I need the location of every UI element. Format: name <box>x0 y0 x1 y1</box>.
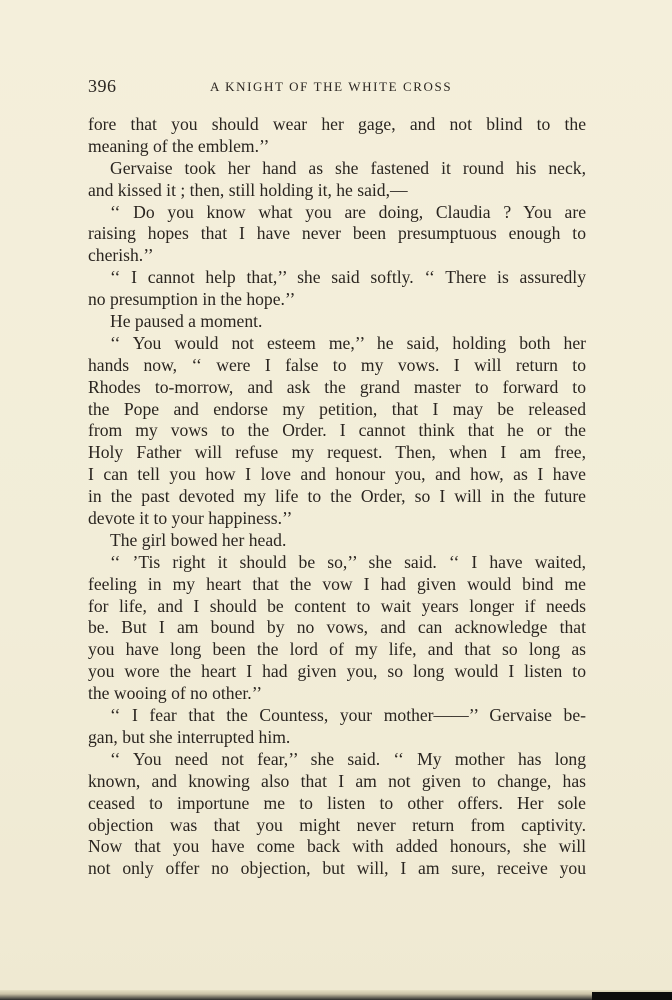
text-line-17: I can tell you how I love and honour you, and how, as I have <box>88 464 586 485</box>
text-line-22: feeling in my heart that the vow I had given would bind me <box>88 573 586 594</box>
text-line-35: not only offer no objection, but will, I am sure, receive you <box>88 858 586 879</box>
text-line-18: in the past devoted my life to the Order, so I will in the future <box>88 486 586 507</box>
text-line-8: ‘‘ I cannot help that,’’ she said softly. ‘‘ There is assuredly <box>110 267 586 288</box>
text-line-34: Now that you have come back with added honours, she will <box>88 836 586 857</box>
running-title: A KNIGHT OF THE WHITE CROSS <box>210 79 453 94</box>
scan-bottom-edge <box>0 990 672 1000</box>
text-line-2: meaning of the emblem.’’ <box>88 135 270 156</box>
text-line-11: ‘‘ You would not esteem me,’’ he said, holding both her <box>110 332 586 353</box>
text-line-1: fore that you should wear her gage, and not blind to the <box>88 114 586 134</box>
text-line-19: devote it to your happiness.’’ <box>88 508 293 529</box>
text-line-32: ceased to importune me to listen to other offers. Her sole <box>88 792 586 813</box>
text-line-24: be. But I am bound by no vows, and can acknowledge that <box>88 617 586 638</box>
body-text <box>88 114 586 880</box>
text-line-25: you have long been the lord of my life, and that so long as <box>88 639 586 660</box>
text-line-21: ‘‘ ’Tis right it should be so,’’ she said. ‘‘ I have waited, <box>110 551 586 572</box>
text-line-9: no presumption in the hope.’’ <box>88 289 296 310</box>
text-line-33: objection was that you might never return from captivity. <box>88 814 586 835</box>
text-line-5: ‘‘ Do you know what you are doing, Claudia ? You are <box>110 201 586 222</box>
scan-corner-shadow <box>592 992 672 1000</box>
text-line-10: He paused a moment. <box>110 311 263 332</box>
text-line-3: Gervaise took her hand as she fastened it round his neck, <box>110 157 586 178</box>
text-line-14: the Pope and endorse my petition, that I may be released <box>88 398 586 419</box>
text-line-6: raising hopes that I have never been presumptuous enough to <box>88 223 586 244</box>
text-line-12: hands now, ‘‘ were I false to my vows. I will return to <box>88 354 586 375</box>
text-line-23: for life, and I should be content to wait years longer if needs <box>88 595 586 616</box>
page-number: 396 <box>88 76 117 96</box>
text-line-31: known, and knowing also that I am not given to change, has <box>88 770 586 791</box>
text-line-29: gan, but she interrupted him. <box>88 726 291 747</box>
text-line-20: The girl bowed her head. <box>110 529 287 550</box>
text-line-27: the wooing of no other.’’ <box>88 683 263 704</box>
text-line-15: from my vows to the Order. I cannot think that he or the <box>88 420 586 441</box>
running-head <box>88 76 586 98</box>
text-line-7: cherish.’’ <box>88 245 154 266</box>
text-line-16: Holy Father will refuse my request. Then, when I am free, <box>88 442 586 463</box>
text-line-13: Rhodes to-morrow, and ask the grand master to forward to <box>88 376 586 397</box>
text-line-30: ‘‘ You need not fear,’’ she said. ‘‘ My mother has long <box>110 748 586 769</box>
text-line-28: ‘‘ I fear that the Countess, your mother——’’ Gervaise be- <box>110 705 586 726</box>
text-line-4: and kissed it ; then, still holding it, he said,— <box>88 179 408 200</box>
text-line-26: you wore the heart I had given you, so long would I listen to <box>88 661 586 682</box>
